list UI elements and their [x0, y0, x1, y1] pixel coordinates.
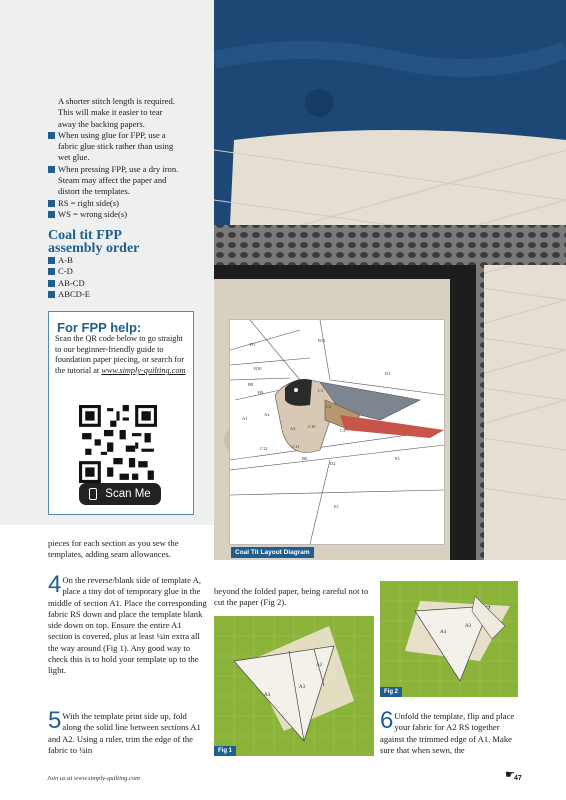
- step6-number: 6: [380, 707, 394, 734]
- assembly-item-label: C-D: [58, 266, 73, 277]
- diagram-label: D1: [385, 371, 391, 376]
- step-5: [48, 707, 208, 756]
- diagram-label: B10: [254, 366, 262, 371]
- step4-text: On the reverse/blank side of template A, place a tiny dot of temporary glue in the middle of section A1. Place the corresponding fabric RS down and place the template blank side down on top. Ensure the entire A1 section is covered, plus at least ¼in extra all the way around (Fig 1). Any good way to check this is to hold your template up to the light.: [48, 575, 207, 676]
- assembly-item: [48, 289, 90, 300]
- figure-1: [214, 616, 374, 756]
- tip-line: When using glue for FPP, use a: [58, 129, 166, 140]
- figure-2-image: [380, 581, 518, 697]
- diagram-label: C2: [326, 404, 332, 409]
- watermark: PassionForum.ru: [499, 787, 560, 796]
- bullet-square-icon: [48, 200, 55, 207]
- assembly-item: [48, 278, 90, 289]
- bullet-square-icon: [48, 268, 55, 275]
- svg-text:A3: A3: [299, 685, 306, 690]
- phone-icon: [89, 488, 97, 500]
- tip-line: wet glue.: [58, 152, 90, 163]
- bullet-square-icon: [48, 166, 55, 173]
- diagram-label: C1: [318, 388, 324, 393]
- help-title: For FPP help:: [57, 320, 142, 335]
- step5-number: 5: [48, 707, 62, 734]
- tip-line: Steam may affect the paper and: [58, 175, 167, 186]
- diagram-label: C11: [292, 444, 300, 449]
- assembly-title-line: Coal tit FPP: [48, 228, 122, 243]
- help-url-link[interactable]: www.simply-quilting.com: [101, 366, 186, 376]
- diagram-label: E1: [395, 456, 400, 461]
- bullet-square-icon: [48, 132, 55, 139]
- figure-2-label: Fig 2: [380, 687, 402, 697]
- diagram-label: C12: [260, 446, 268, 451]
- diagram-caption: Coal Tit Layout Diagram: [231, 547, 314, 558]
- tip-item: [48, 130, 213, 164]
- col1-top-text: pieces for each section as you sew the templates, adding seam allowances.: [48, 538, 179, 560]
- layout-diagram: [229, 319, 445, 545]
- diagram-label: B8: [248, 382, 254, 387]
- tip-line: When pressing FPP, use a dry iron.: [58, 163, 179, 174]
- footer-website: Join us at www.simply-quilting.com: [47, 775, 140, 782]
- step-4: [48, 571, 208, 677]
- tip-line: RS = right side(s): [58, 197, 119, 208]
- diagram-label: B9: [258, 390, 264, 395]
- svg-text:A2: A2: [316, 663, 323, 668]
- page-number: 47: [514, 775, 522, 782]
- help-text: [55, 334, 189, 377]
- pointing-hand-icon: ☛: [505, 769, 515, 781]
- assembly-item: [48, 255, 90, 266]
- tip-item: [48, 198, 213, 209]
- diagram-label: D2: [330, 461, 336, 466]
- bullet-square-icon: [48, 280, 55, 287]
- diagram-label: A2: [264, 412, 270, 417]
- bullet-square-icon: [48, 211, 55, 218]
- svg-text:A4: A4: [264, 693, 271, 698]
- diagram-label: C3: [340, 428, 346, 433]
- step5-text: With the template print side up, fold along the solid line between sections A1 and A2. Using a ruler, trim the edge of the fabric to ¼in: [48, 711, 201, 755]
- diagram-label: B11: [318, 338, 326, 343]
- scan-me-button[interactable]: [79, 483, 161, 505]
- bullet-square-icon: [48, 257, 55, 264]
- tips-list: [48, 96, 213, 220]
- assembly-list: [48, 255, 90, 300]
- step-6: [380, 707, 516, 756]
- step4-number: 4: [48, 571, 62, 598]
- diagram-label: C10: [308, 424, 316, 429]
- tip-line: WS = wrong side(s): [58, 208, 128, 219]
- tip-item: [48, 209, 213, 220]
- qr-code-icon[interactable]: [79, 405, 157, 483]
- figure-1-image: [214, 616, 374, 756]
- diagram-label: A1: [242, 416, 248, 421]
- assembly-item: [48, 266, 90, 277]
- tip-item: [48, 164, 213, 198]
- diagram-label: E1: [334, 504, 339, 509]
- assembly-item-label: ABCD-E: [58, 288, 90, 299]
- col2-top-text: beyond the folded paper, being careful not to cut the paper (Fig 2).: [214, 586, 369, 608]
- diagram-label: A3: [290, 426, 296, 431]
- assembly-title-line: assembly order: [48, 241, 140, 256]
- diagram-label: B1: [250, 342, 256, 347]
- tip-line: fabric glue stick rather than using: [58, 141, 174, 152]
- tip-line: distort the templates.: [58, 186, 130, 197]
- intro-line: away the backing papers.: [58, 118, 145, 129]
- scan-label: Scan Me: [105, 488, 151, 500]
- assembly-item-label: A-B: [58, 255, 73, 265]
- figure-1-label: Fig 1: [214, 746, 236, 756]
- assembly-heading: [48, 229, 139, 255]
- svg-text:A4: A4: [440, 630, 447, 635]
- bullet-square-icon: [48, 291, 55, 298]
- step6-text: Unfold the template, flip and place your fabric for A2 RS together against the trimmed edge of A1. Make sure that when sewn, the: [380, 711, 515, 755]
- fpp-help-box: [48, 311, 194, 515]
- help-body: Scan the QR code below to go straight to our beginner-friendly guide to foundation paper piecing, or search for the tutorial at: [55, 334, 185, 376]
- assembly-item-label: AB-CD: [58, 277, 85, 288]
- intro-line: A shorter stitch length is required.: [58, 96, 175, 106]
- figure-2: [380, 581, 518, 697]
- svg-text:A3: A3: [465, 624, 472, 629]
- diagram-label: B6: [302, 456, 308, 461]
- intro-line: This will make it easier to tear: [58, 107, 163, 118]
